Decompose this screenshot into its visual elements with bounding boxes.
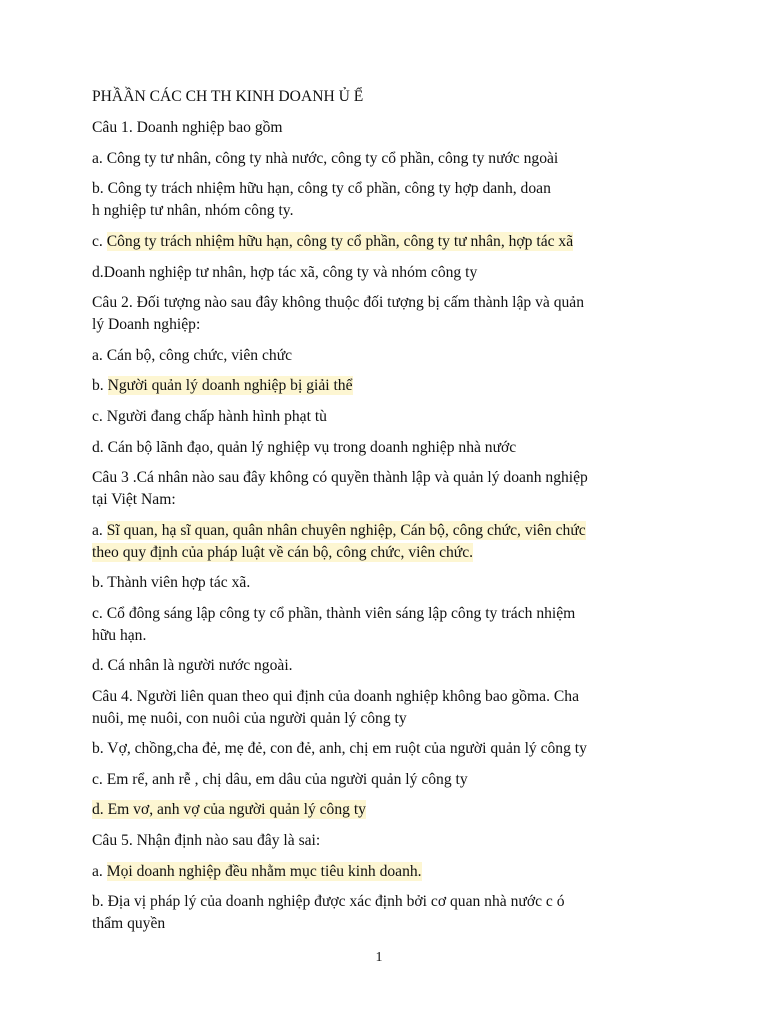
question-4-line1: Câu 4. Người liên quan theo qui định của doanh nghiệp không bao gồma. Cha [92, 688, 580, 705]
answer-5b-line1: b. Địa vị pháp lý của doanh nghiệp được xác định bởi cơ quan nhà nước c ó [92, 893, 565, 910]
answer-3d: d. Cá nhân là người nước ngoài. [92, 657, 293, 674]
answer-5a [92, 861, 422, 883]
question-2-line1: Câu 2. Đối tượng nào sau đây không thuộc đối tượng bị cấm thành lập và quản [92, 294, 585, 311]
question-1: Câu 1. Doanh nghiệp bao gồm [92, 119, 283, 136]
answer-1a: a. Công ty tư nhân, công ty nhà nước, công ty cổ phần, công ty nước ngoài [92, 150, 559, 167]
answer-3b: b. Thành viên hợp tác xã. [92, 574, 251, 591]
answer-4b: b. Vợ, chồng,cha đẻ, mẹ đẻ, con đẻ, anh, chị em ruột của người quản lý công ty [92, 740, 587, 757]
question-3-line1: Câu 3 .Cá nhân nào sau đây không có quyền thành lập và quản lý doanh nghiệp [92, 469, 588, 486]
answer-1d: d.Doanh nghiệp tư nhân, hợp tác xã, công ty và nhóm công ty [92, 264, 478, 281]
highlighted-answer: Sĩ quan, hạ sĩ quan, quân nhân chuyên nghiệp, Cán bộ, công chức, viên chức [106, 522, 586, 539]
answer-prefix: c. [92, 233, 107, 250]
answer-1c [92, 231, 573, 253]
answer-2c: c. Người đang chấp hành hình phạt tù [92, 408, 327, 425]
answer-prefix: b. [92, 377, 108, 394]
answer-1b-line2: h nghiệp tư nhân, nhóm công ty. [92, 202, 294, 219]
page-title: PHẦẦN CÁC CH TH KINH DOANH Ủ Ể [92, 88, 364, 105]
answer-prefix: a. [92, 863, 107, 880]
answer-3c-line2: hữu hạn. [92, 627, 147, 644]
answer-prefix: a. [92, 522, 107, 539]
answer-5b-line2: thẩm quyền [92, 915, 166, 932]
page-number: 1 [375, 950, 383, 965]
answer-2a: a. Cán bộ, công chức, viên chức [92, 347, 293, 364]
question-4-line2: nuôi, mẹ nuôi, con nuôi của người quản lý công ty [92, 710, 407, 727]
answer-3a-line2 [92, 542, 473, 564]
question-3-line2: tại Việt Nam: [92, 491, 176, 508]
question-2-line2: lý Doanh nghiệp: [92, 316, 201, 333]
answer-3c-line1: c. Cổ đông sáng lập công ty cổ phần, thành viên sáng lập công ty trách nhiệm [92, 605, 576, 622]
answer-2d: d. Cán bộ lãnh đạo, quản lý nghiệp vụ trong doanh nghiệp nhà nước [92, 439, 517, 456]
highlighted-answer: d. Em vơ, anh vợ của người quản lý công ty [92, 801, 366, 818]
answer-3a-line1 [92, 520, 586, 542]
highlighted-answer: Mọi doanh nghiệp đều nhằm mục tiêu kinh doanh. [106, 863, 422, 880]
answer-4d [92, 799, 366, 821]
answer-2b [92, 375, 353, 397]
question-5: Câu 5. Nhận định nào sau đây là sai: [92, 832, 321, 849]
highlighted-answer: theo quy định của pháp luật về cán bộ, công chức, viên chức. [92, 544, 474, 561]
answer-1b-line1: b. Công ty trách nhiệm hữu hạn, công ty cổ phần, công ty hợp danh, doan [92, 180, 551, 197]
highlighted-answer: Công ty trách nhiệm hữu hạn, công ty cổ phần, công ty tư nhân, hợp tác xã [106, 233, 574, 250]
highlighted-answer: Người quản lý doanh nghiệp bị giải thể [107, 377, 353, 394]
answer-4c: c. Em rể, anh rễ , chị dâu, em dâu của người quản lý công ty [92, 771, 468, 788]
